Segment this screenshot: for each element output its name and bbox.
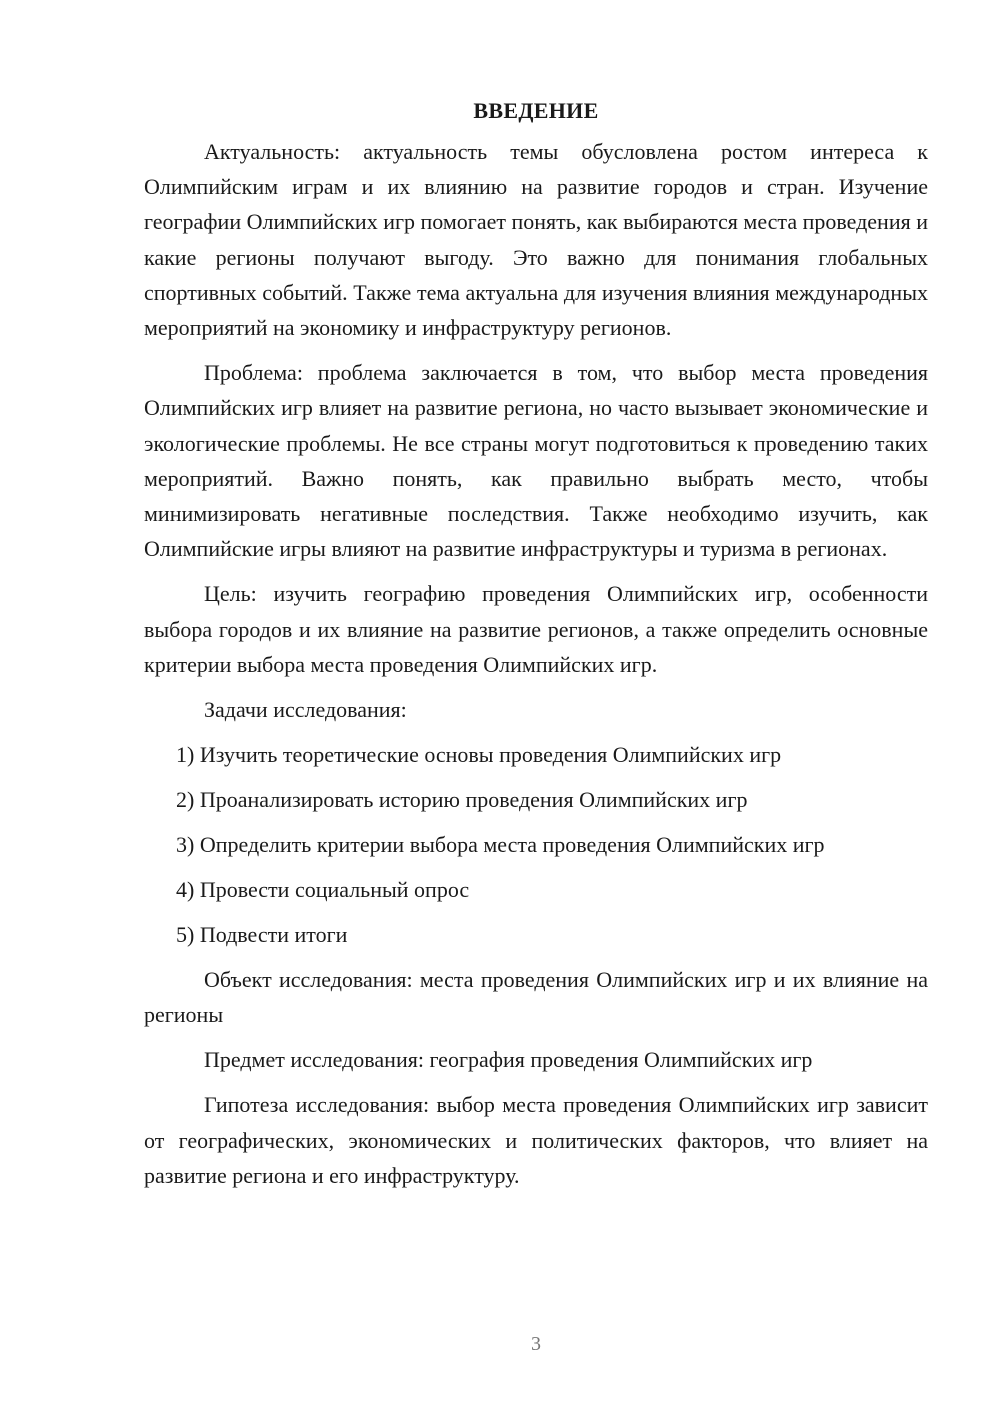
tasks-heading: Задачи исследования: xyxy=(204,697,407,723)
document-page xyxy=(144,93,928,1203)
tasks-list xyxy=(144,737,928,952)
task-item: 4) Провести социальный опрос xyxy=(176,877,470,903)
subject-paragraph: Предмет исследования: география проведения Олимпийских игр xyxy=(204,1047,813,1073)
goal-paragraph: Цель: изучить географию проведения Олимпийских игр, особенности выбора городов и их влияние на развитие регионов, а также определить основные критерии выбора места проведения Олимпийских игр. xyxy=(144,581,928,677)
task-item: 5) Подвести итоги xyxy=(176,922,348,948)
task-item: 2) Проанализировать историю проведения Олимпийских игр xyxy=(176,787,748,813)
section-title: ВВЕДЕНИЕ xyxy=(473,98,599,123)
relevance-paragraph: Актуальность: актуальность темы обусловлена ростом интереса к Олимпийским играм и их влиянию на развитие городов и стран. Изучение географии Олимпийских игр помогает понять, как выбираются места проведения и какие регионы получают выгоду. Это важно для понимания глобальных спортивных событий. Также тема актуальна для изучения влияния международных мероприятий на экономику и инфраструктуру регионов. xyxy=(144,139,928,341)
object-paragraph: Объект исследования: места проведения Олимпийских игр и их влияние на регионы xyxy=(144,967,928,1028)
task-item: 1) Изучить теоретические основы проведения Олимпийских игр xyxy=(176,742,782,768)
problem-paragraph: Проблема: проблема заключается в том, что выбор места проведения Олимпийских игр влияет на развитие региона, но часто вызывает экономические и экологические проблемы. Не все страны могут подготовиться к проведению таких мероприятий. Важно понять, как правильно выбрать место, чтобы минимизировать негативные последствия. Также необходимо изучить, как Олимпийские игры влияют на развитие инфраструктуры и туризма в регионах. xyxy=(144,360,928,562)
hypothesis-paragraph: Гипотеза исследования: выбор места проведения Олимпийских игр зависит от географических, экономических и политических факторов, что влияет на развитие региона и его инфраструктуру. xyxy=(144,1092,928,1188)
task-item: 3) Определить критерии выбора места проведения Олимпийских игр xyxy=(176,832,825,858)
page-number: 3 xyxy=(531,1333,541,1355)
